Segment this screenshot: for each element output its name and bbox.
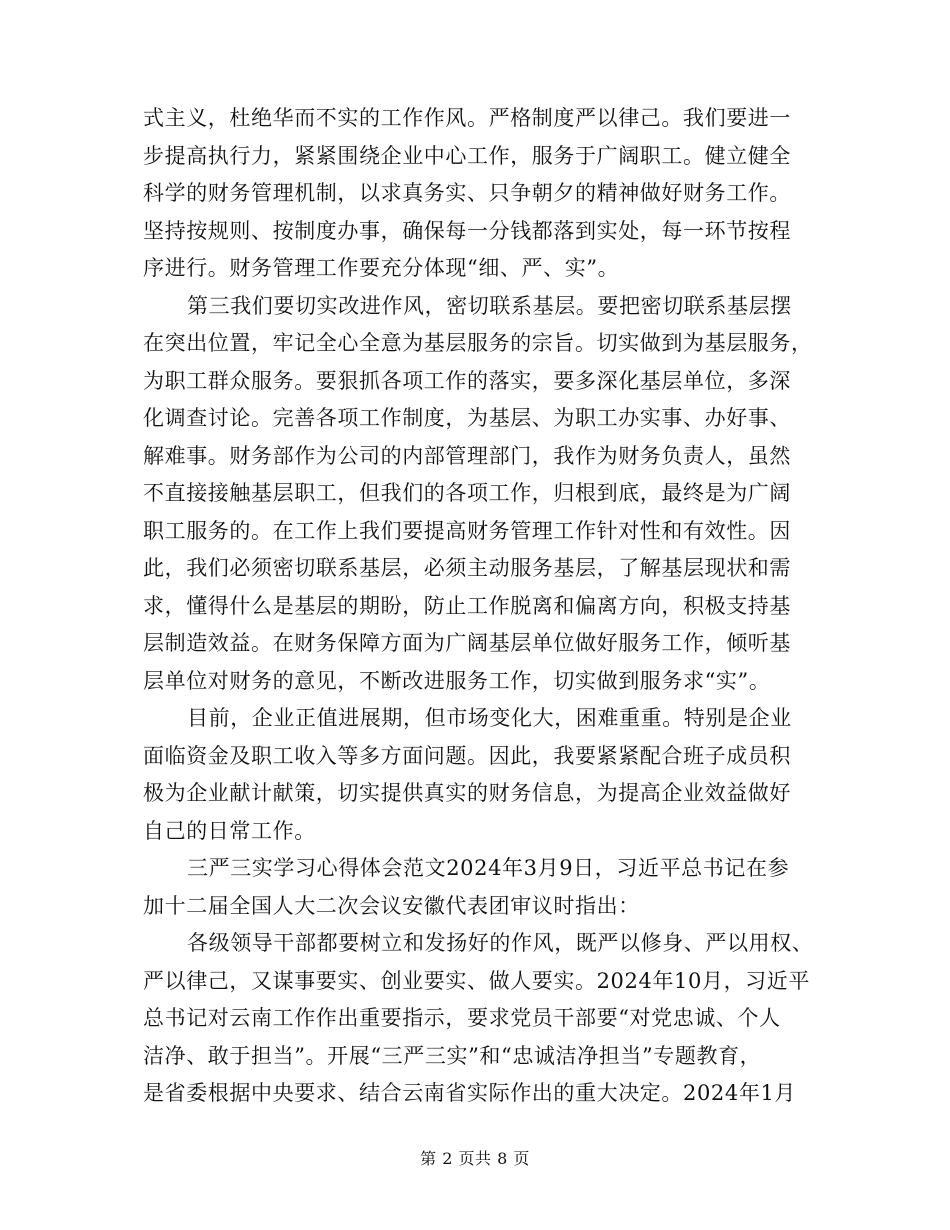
text-line: 加十二届全国人大二次会议安徽代表团审议时指出： (143, 893, 640, 918)
text-line: 坚持按规则、按制度办事，确保每一分钱都落到实处，每一环节按程 (143, 218, 791, 243)
text-line: 此，我们必须密切联系基层，必须主动服务基层，了解基层现状和需 (143, 556, 791, 580)
text-line: 极为企业献计献策，切实提供真实的财务信息，为提高企业效益做好 (143, 781, 791, 805)
text-line: 在突出位置，牢记全心全意为基层服务的宗旨。切实做到为基层服务， (143, 331, 813, 355)
text-line: 化调查讨论。完善各项工作制度，为基层、为职工办实事、办好事、 (143, 406, 791, 430)
body-text (143, 100, 813, 1113)
text-line: 各级领导干部都要树立和发扬好的作风，既严以修身、严以用权、 (187, 931, 814, 955)
text-line: 目前，企业正值进展期，但市场变化大，困难重重。特别是企业 (187, 706, 792, 730)
text-line: 面临资金及职工收入等多方面问题。因此，我要紧紧配合班子成员积 (143, 743, 791, 768)
text-line: 序进行。财务管理工作要充分体现“细、严、实”。 (143, 256, 620, 280)
text-line: 洁净、敢于担当”。开展“三严三实”和“忠诚洁净担当”专题教育， (143, 1043, 762, 1068)
text-line: 科学的财务管理机制，以求真务实、只争朝夕的精神做好财务工作。 (143, 181, 791, 205)
text-line: 解难事。财务部作为公司的内部管理部门，我作为财务负责人，虽然 (143, 443, 791, 468)
text-line: 层单位对财务的意见，不断改进服务工作，切实做到服务求“实”。 (143, 668, 771, 693)
text-line: 为职工群众服务。要狠抓各项工作的落实，要多深化基层单位，多深 (143, 368, 791, 393)
text-line: 第三我们要切实改进作风，密切联系基层。要把密切联系基层摆 (187, 293, 792, 318)
page-footer: 第 2 页共 8 页 (420, 1149, 530, 1168)
text-line: 职工服务的。在工作上我们要提高财务管理工作针对性和有效性。因 (143, 518, 791, 543)
text-line: 式主义，杜绝华而不实的工作作风。严格制度严以律己。我们要进一 (143, 106, 791, 130)
text-line: 不直接接触基层职工，但我们的各项工作，归根到底，最终是为广阔 (143, 481, 791, 505)
text-line: 求，懂得什么是基层的期盼，防止工作脱离和偏离方向，积极支持基 (143, 593, 791, 618)
text-line: 严以律己，又谋事要实、创业要实、做人要实。2024年10月，习近平 (143, 968, 810, 993)
text-line: 层制造效益。在财务保障方面为广阔基层单位做好服务工作，倾听基 (143, 631, 791, 655)
text-line: 三严三实学习心得体会范文2024年3月9日，习近平总书记在参 (187, 856, 790, 880)
text-line: 自己的日常工作。 (143, 818, 316, 843)
text-line: 总书记对云南工作作出重要指示，要求党员干部要“对党忠诚、个人 (143, 1006, 781, 1030)
text-line: 步提高执行力，紧紧围绕企业中心工作，服务于广阔职工。健立健全 (143, 143, 791, 168)
text-line: 是省委根据中央要求、结合云南省实际作出的重大决定。2024年1月 (143, 1081, 797, 1105)
